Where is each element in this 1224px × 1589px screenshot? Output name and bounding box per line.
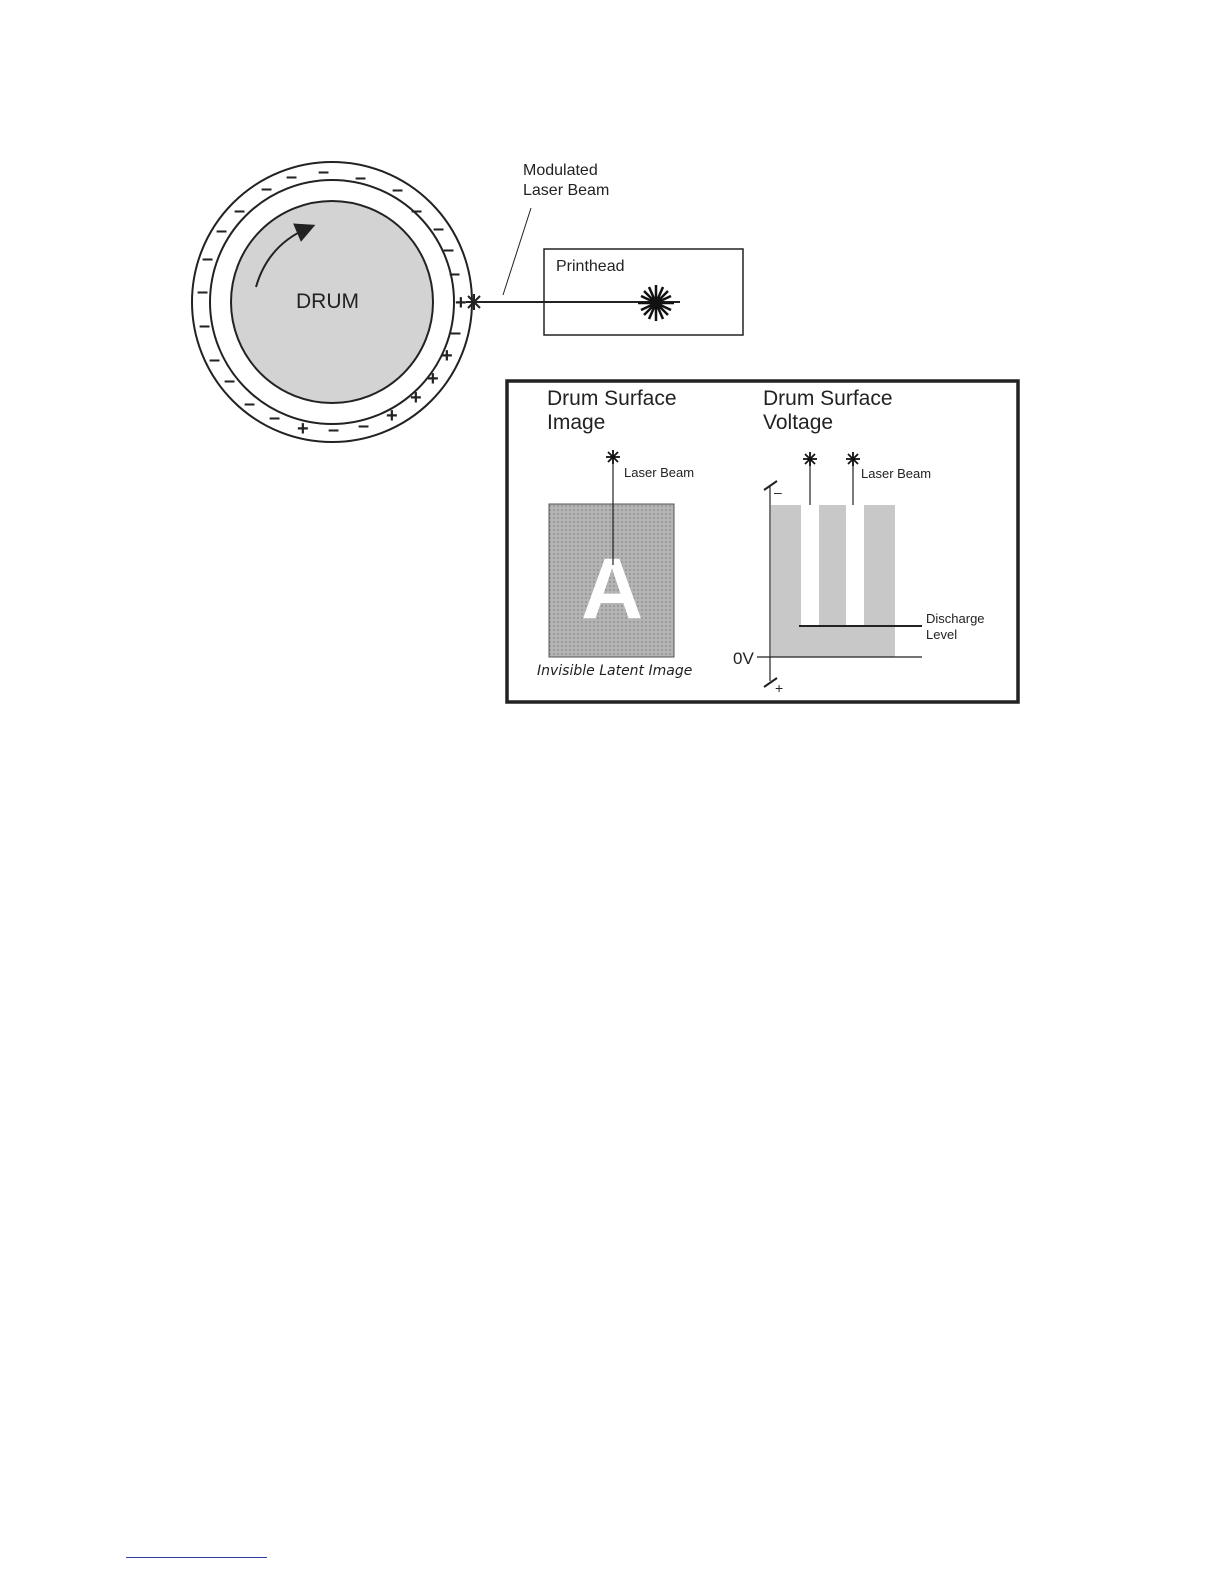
minus-charge: – [449,263,461,285]
footer-rule [126,1557,267,1558]
modulated-label-line1: Modulated [523,162,598,179]
minus-charge: – [358,415,370,437]
laser-source-icon [638,285,674,321]
printhead [544,249,743,335]
plus-charge: + [410,387,422,409]
minus-charge: – [234,200,246,222]
discharge-label-line2: Level [926,627,958,642]
zero-volt-label: 0V [733,649,754,668]
axis-plus-label: + [775,680,784,696]
surface-image-title-line1: Drum Surface [547,387,677,410]
minus-charge: – [261,178,273,200]
plus-charge: + [455,292,467,314]
minus-charge: – [209,349,221,371]
laser-beam-label-voltage: Laser Beam [861,466,932,481]
minus-charge: – [224,370,236,392]
laser-beam-label-image: Laser Beam [624,465,695,480]
minus-charge: – [202,248,214,270]
surface-image-title-line2: Image [547,411,606,434]
plus-charge: + [441,345,453,367]
voltage-bar-base [771,626,895,657]
minus-charge: – [433,218,445,240]
minus-charge: – [355,167,367,189]
minus-charge: – [411,200,423,222]
drum-label: DRUM [296,290,359,313]
laser-spot-icon [846,452,860,466]
minus-charge: – [443,239,455,261]
plus-charge: + [297,418,309,440]
laser-beam-path [466,162,680,310]
surface-voltage-title-line2: Voltage [763,411,834,434]
latent-letter: A [580,541,644,637]
minus-charge: – [450,322,462,344]
minus-charge: – [216,220,228,242]
minus-charge: – [244,393,256,415]
plus-charge: + [386,405,398,427]
minus-charge: – [318,161,330,183]
discharge-label-line1: Discharge [926,611,985,626]
modulated-label-line2: Laser Beam [523,182,610,199]
laser-spot-icon [803,452,817,466]
surface-voltage-title-line1: Drum Surface [763,387,893,410]
minus-charge: – [328,419,340,441]
minus-charge: – [197,281,209,303]
laser-spot-icon [606,450,620,464]
minus-charge: – [392,179,404,201]
drum-assembly [192,161,472,442]
axis-minus-label: – [774,484,782,500]
beam-callout-line [503,208,531,295]
printhead-label: Printhead [556,258,625,275]
latent-caption: Invisible Latent Image [537,663,693,679]
plus-charge: + [427,368,439,390]
minus-charge: – [286,166,298,188]
minus-charge: – [269,407,281,429]
minus-charge: – [199,315,211,337]
inset-panel [507,381,1018,702]
laser-spot-icon [466,294,482,310]
